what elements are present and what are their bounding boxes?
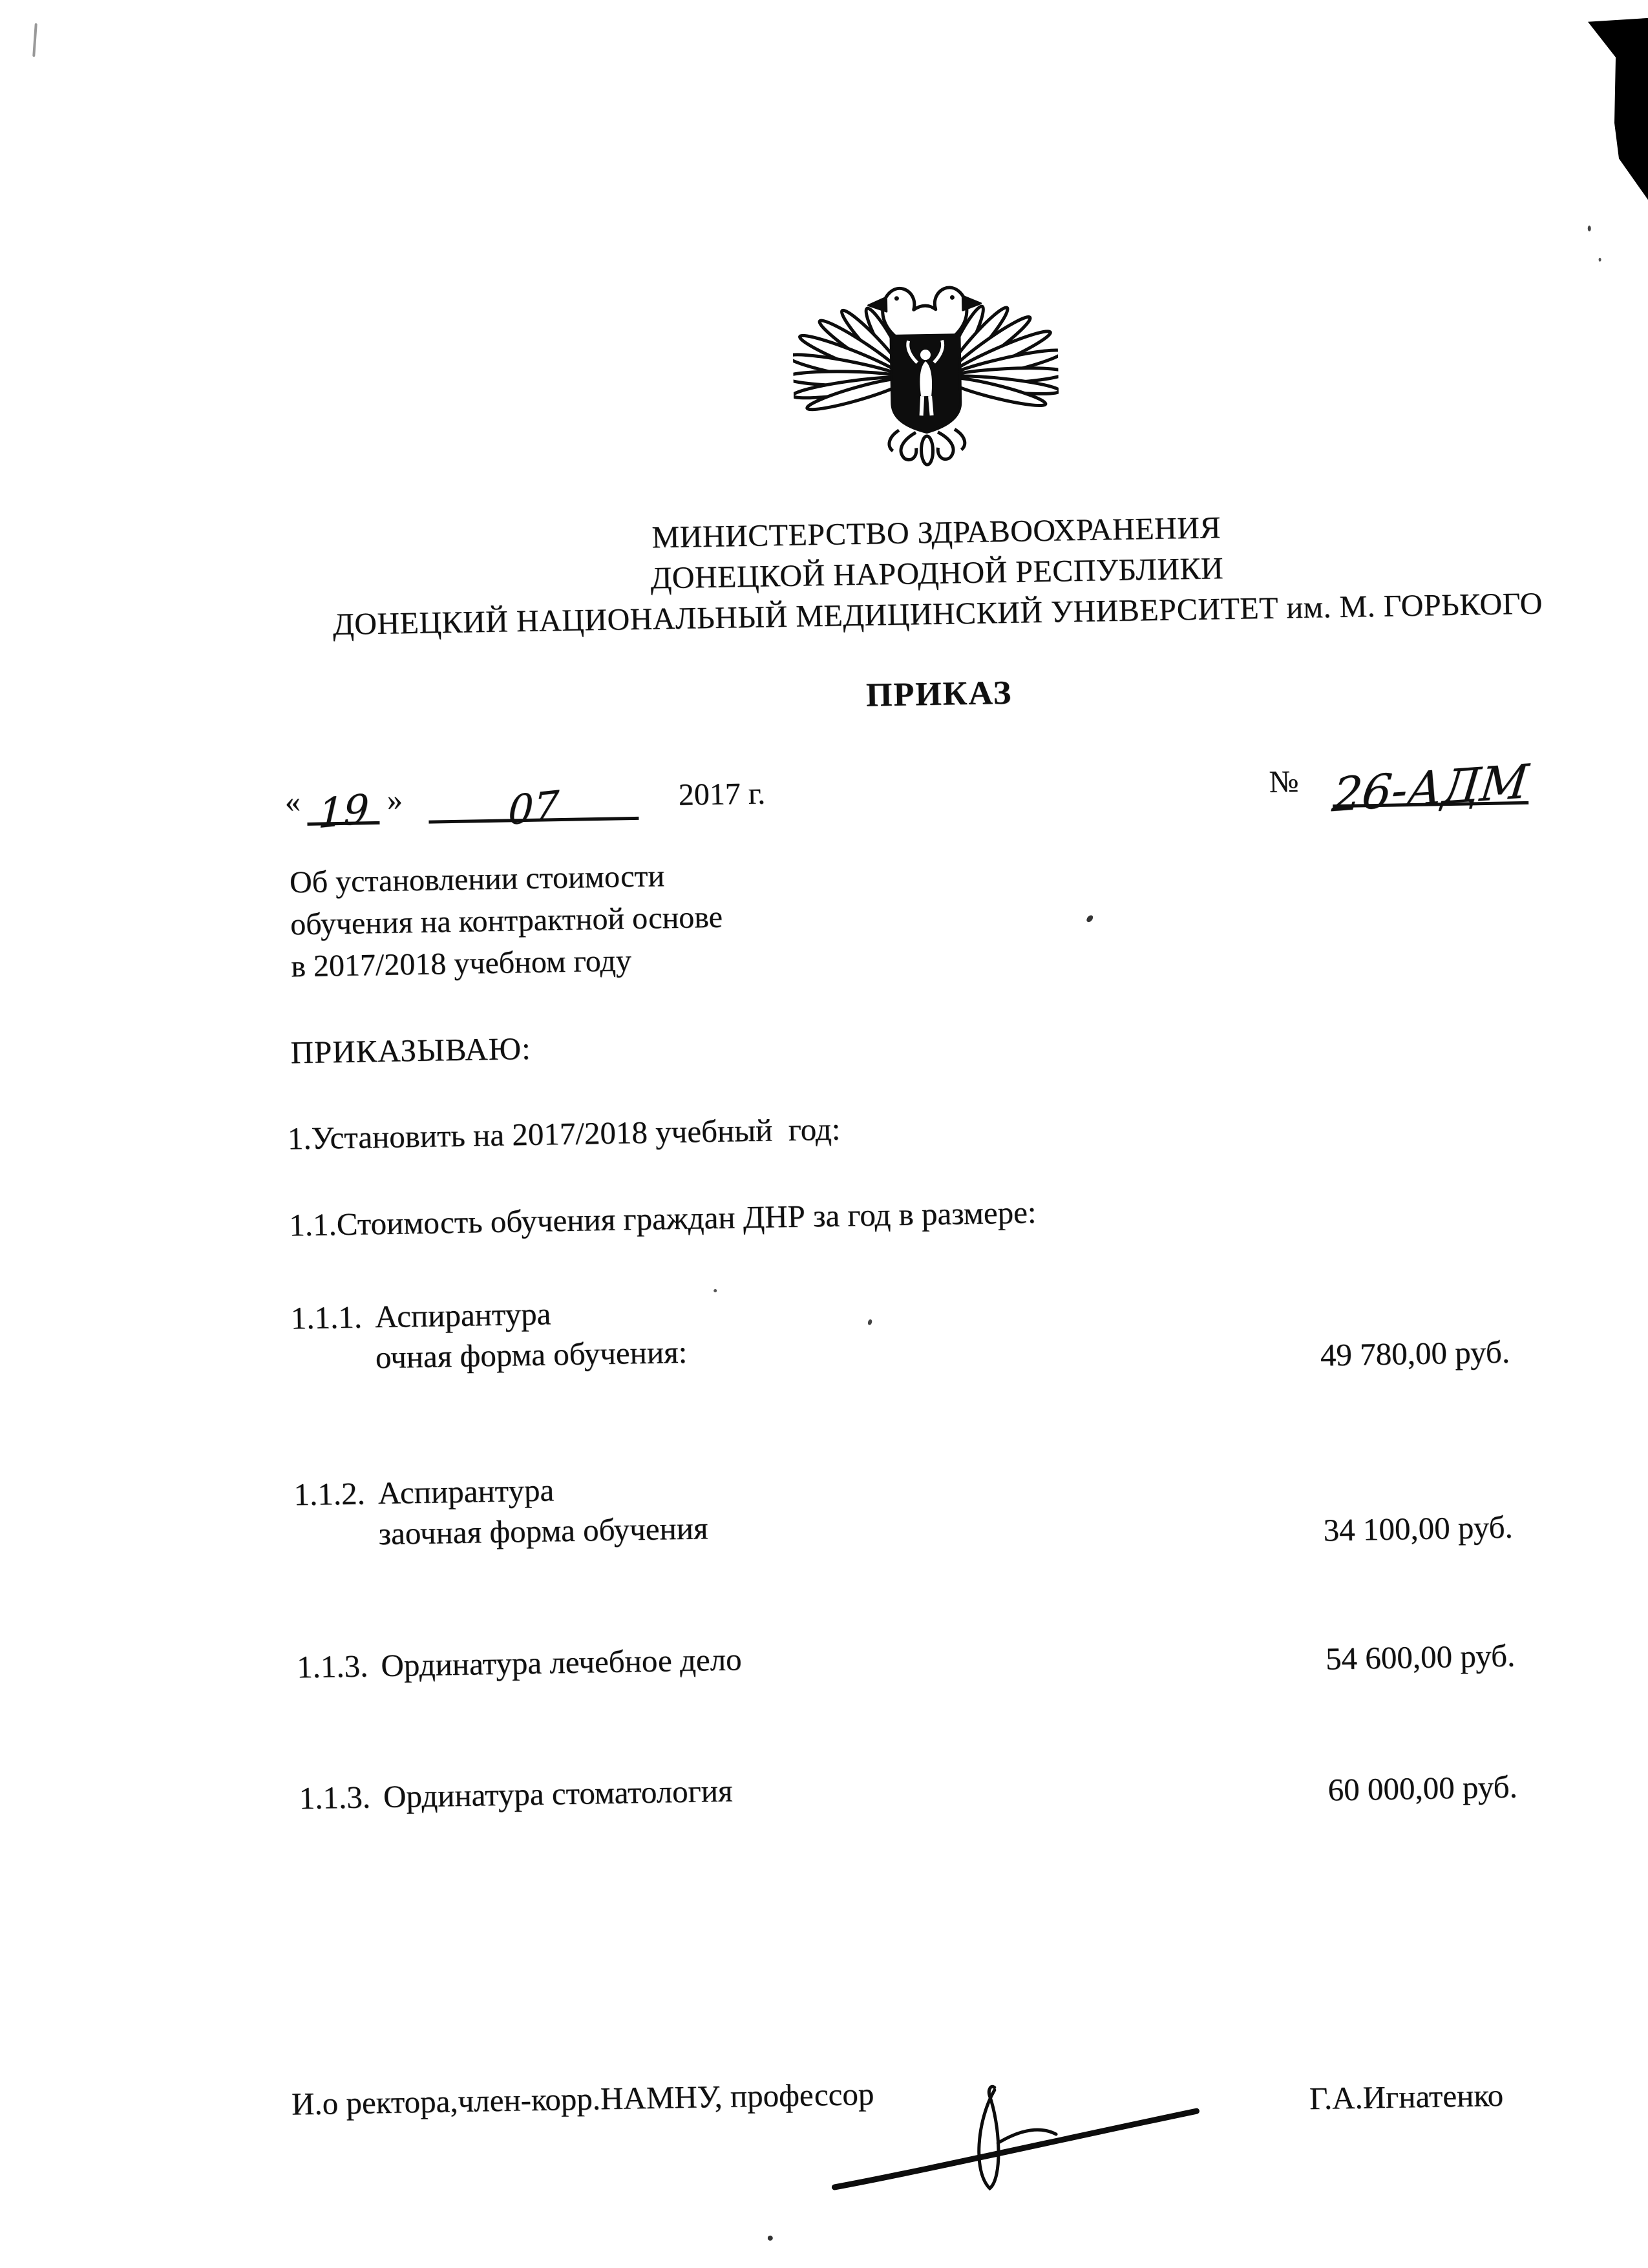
number-sign: № [1269, 764, 1299, 799]
signer-position: И.о ректора,член-корр.НАМНУ, профессор [291, 2075, 874, 2122]
order-number-group [1269, 749, 1531, 823]
date-and-number-row [284, 748, 1552, 838]
item-row [299, 1772, 733, 1817]
subject-line: Об установлении стоимости [289, 859, 665, 900]
scan-speck [713, 1289, 717, 1292]
item-row [297, 1641, 742, 1685]
scan-speck [768, 2236, 773, 2241]
item-number: 1.1.2. [293, 1475, 366, 1513]
clause-1: 1.Установить на 2017/2018 учебный год: [287, 1111, 841, 1157]
scan-speck [1085, 914, 1094, 923]
ministry-line-1: МИНИСТЕРСТВО ЗДРАВООХРАНЕНИЯ [651, 510, 1221, 555]
item-price: 49 780,00 руб. [1320, 1334, 1510, 1373]
month-blank-line [428, 770, 639, 835]
item-subline: заочная форма обучения [378, 1510, 708, 1552]
item-price: 60 000,00 руб. [1327, 1769, 1518, 1808]
handwritten-day: 19 [317, 784, 370, 838]
item-price: 34 100,00 руб. [1323, 1509, 1514, 1548]
item-label: Ординатура лечебное дело [381, 1641, 743, 1684]
document-title: ПРИКАЗ [865, 674, 1013, 714]
subject-line: в 2017/2018 учебном году [290, 943, 632, 984]
item-price: 54 600,00 руб. [1325, 1637, 1516, 1677]
item-number: 1.1.3. [299, 1779, 371, 1816]
item-number: 1.1.1. [290, 1299, 363, 1336]
university-line: ДОНЕЦКИЙ НАЦИОНАЛЬНЫЙ МЕДИЦИНСКИЙ УНИВЕРСИТЕТ им. М. ГОРЬКОГО [332, 586, 1543, 642]
clause-1-1: 1.1.Стоимость обучения граждан ДНР за год в размере: [288, 1194, 1037, 1243]
handwritten-signature [828, 2077, 1205, 2203]
scan-speck [1588, 226, 1591, 231]
day-blank-line [306, 774, 379, 838]
signer-name: Г.А.Игнатенко [1309, 2077, 1504, 2117]
handwritten-order-number: 26-АДМ [1329, 753, 1531, 823]
close-quote: » [386, 782, 403, 817]
item-label: Аспирантура [374, 1296, 551, 1335]
letterhead [225, 500, 1648, 647]
scan-speck [867, 1319, 873, 1325]
item-label: Аспирантура [377, 1472, 555, 1511]
item-row [293, 1471, 555, 1513]
ministry-line-2: ДОНЕЦКОЙ НАРОДНОЙ РЕСПУБЛИКИ [650, 551, 1224, 596]
item-number: 1.1.3. [296, 1648, 368, 1685]
open-quote: « [284, 784, 301, 819]
scan-speck [1599, 258, 1601, 262]
item-row [290, 1295, 551, 1336]
number-blank-line [1329, 749, 1531, 823]
item-label: Ординатура стоматология [383, 1772, 733, 1815]
dnr-eagle-emblem [791, 255, 1060, 476]
handwritten-month: 07 [507, 781, 560, 835]
item-subline: очная форма обучения: [375, 1334, 688, 1376]
year-text: 2017 г. [678, 776, 766, 812]
subject-block [290, 854, 724, 988]
subject-line: обучения на контрактной основе [290, 899, 723, 942]
order-verb: ПРИКАЗЫВАЮ: [290, 1030, 532, 1071]
